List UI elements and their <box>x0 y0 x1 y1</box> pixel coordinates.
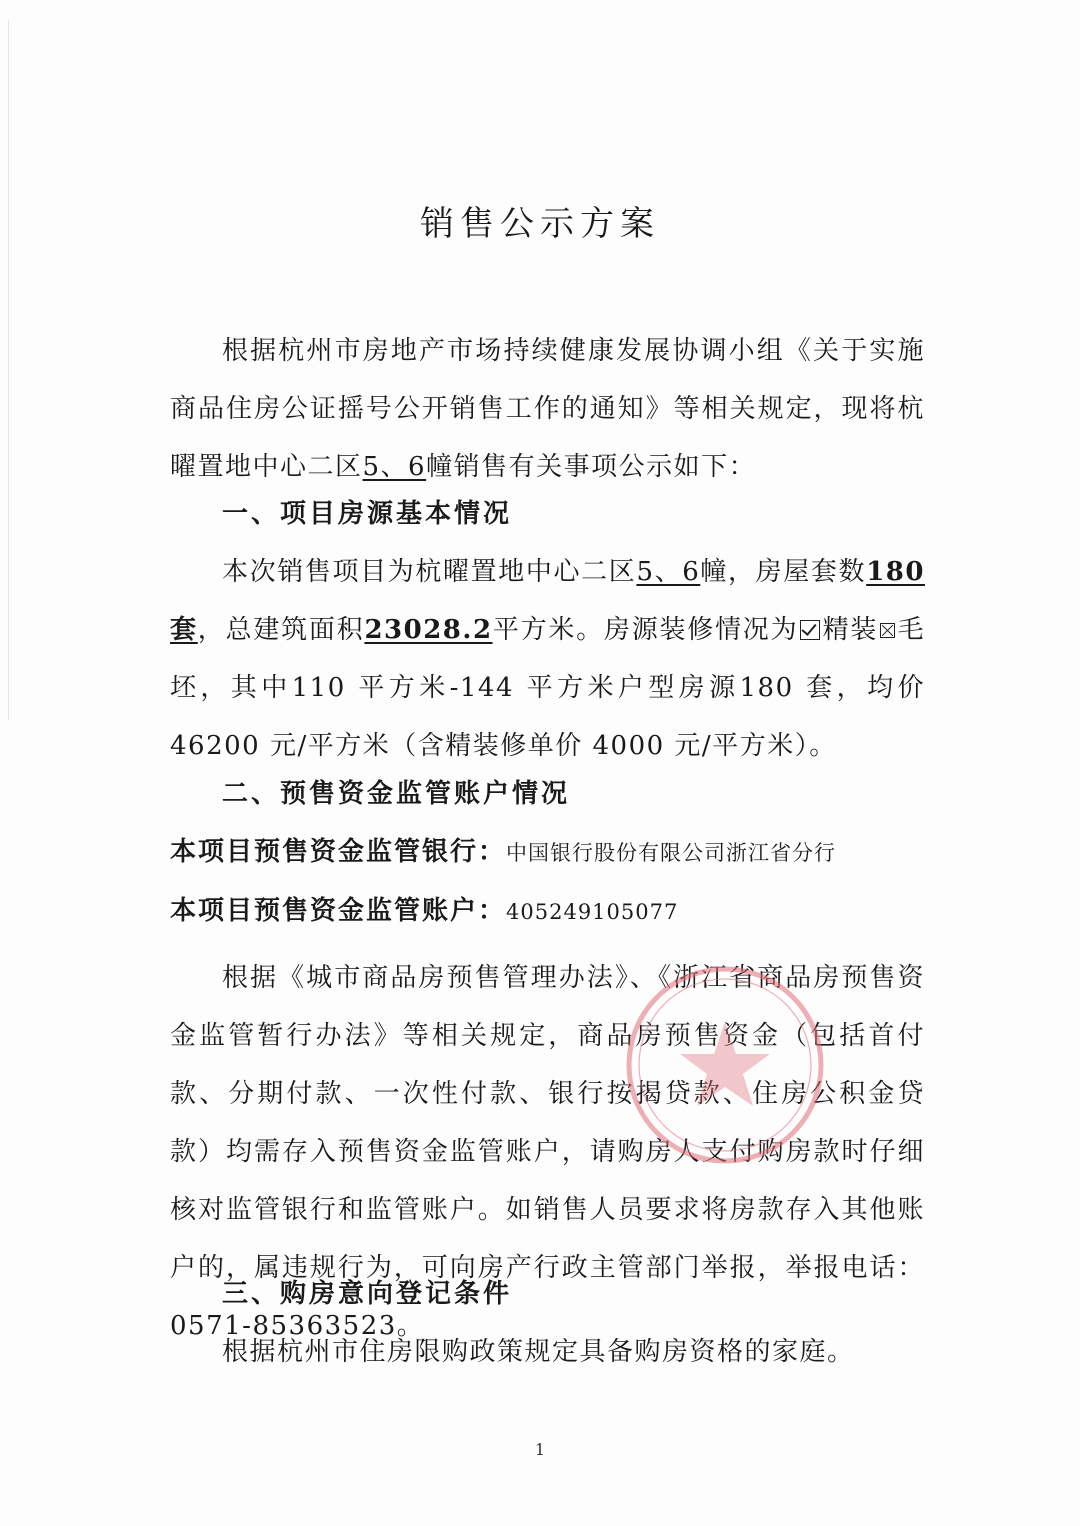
section-1-heading: 一、项目房源基本情况 <box>222 499 513 529</box>
s1-text-e: ，其中110 平方米-144 平方米户型房源180 套，均价 46200 元/平方米（含精装修单价 4000 元/平方米）。 <box>170 673 925 761</box>
intro-paragraph <box>170 322 925 496</box>
s1-text-b: 幢，房屋套数 <box>700 557 867 587</box>
page-number: 1 <box>534 1440 546 1459</box>
s1-unit-count: 180 套 <box>170 557 925 645</box>
section-3-heading: 三、购房意向登记条件 <box>222 1279 513 1309</box>
section-1-paragraph <box>170 543 925 775</box>
section-2-heading: 二、预售资金监管账户情况 <box>222 779 571 809</box>
intro-block <box>170 322 925 496</box>
section-2-paragraph: 根据《城市商品房预售管理办法》、《浙江省商品房预售资金监管暂行办法》等相关规定，商品房预售资金（包括首付款、分期付款、一次性付款、银行按揭贷款、住房公积金贷款）均需存入预售资金监管账户，请购房人支付购房款时仔细核对监管银行和监管账户。如销售人员要求将房款存入其他账户的，属违规行为，可向房产行政主管部门举报，举报电话：0571-85363523。 <box>170 963 925 1341</box>
scan-edge-line <box>8 20 9 720</box>
section-1 <box>170 485 925 775</box>
account-value: 405249105077 <box>506 900 679 924</box>
intro-text-b: 幢销售有关事项公示如下： <box>426 452 757 482</box>
supervising-bank-line <box>170 823 925 882</box>
intro-buildings: 5、6 <box>362 452 427 482</box>
account-label: 本项目预售资金监管账户： <box>170 896 507 926</box>
furnished-label: 精装 <box>822 615 879 645</box>
rough-label: 毛坯 <box>170 615 925 703</box>
s1-text-a: 本次销售项目为杭曜置地中心二区 <box>222 557 637 587</box>
s1-buildings: 5、6 <box>636 557 701 587</box>
bank-value: 中国银行股份有限公司浙江省分行 <box>506 841 837 865</box>
section-3 <box>170 1265 925 1381</box>
document-title: 销售公示方案 <box>420 204 660 244</box>
furnished-checkbox-icon <box>800 620 820 640</box>
s1-text-d: 平方米。房源装修情况为 <box>492 615 799 645</box>
rough-crossed-box-icon <box>880 623 895 638</box>
bank-label: 本项目预售资金监管银行： <box>170 837 507 867</box>
intro-text-a: 根据杭州市房地产市场持续健康发展协调小组《关于实施商品住房公证摇号公开销售工作的通知》等相关规定，现将杭曜置地中心二区 <box>170 336 925 482</box>
s1-text-c: ，总建筑面积 <box>197 615 365 645</box>
s1-total-area: 23028.2 <box>364 615 493 645</box>
section-3-paragraph: 根据杭州市住房限购政策规定具备购房资格的家庭。 <box>222 1337 855 1367</box>
supervising-account-line <box>170 882 925 941</box>
